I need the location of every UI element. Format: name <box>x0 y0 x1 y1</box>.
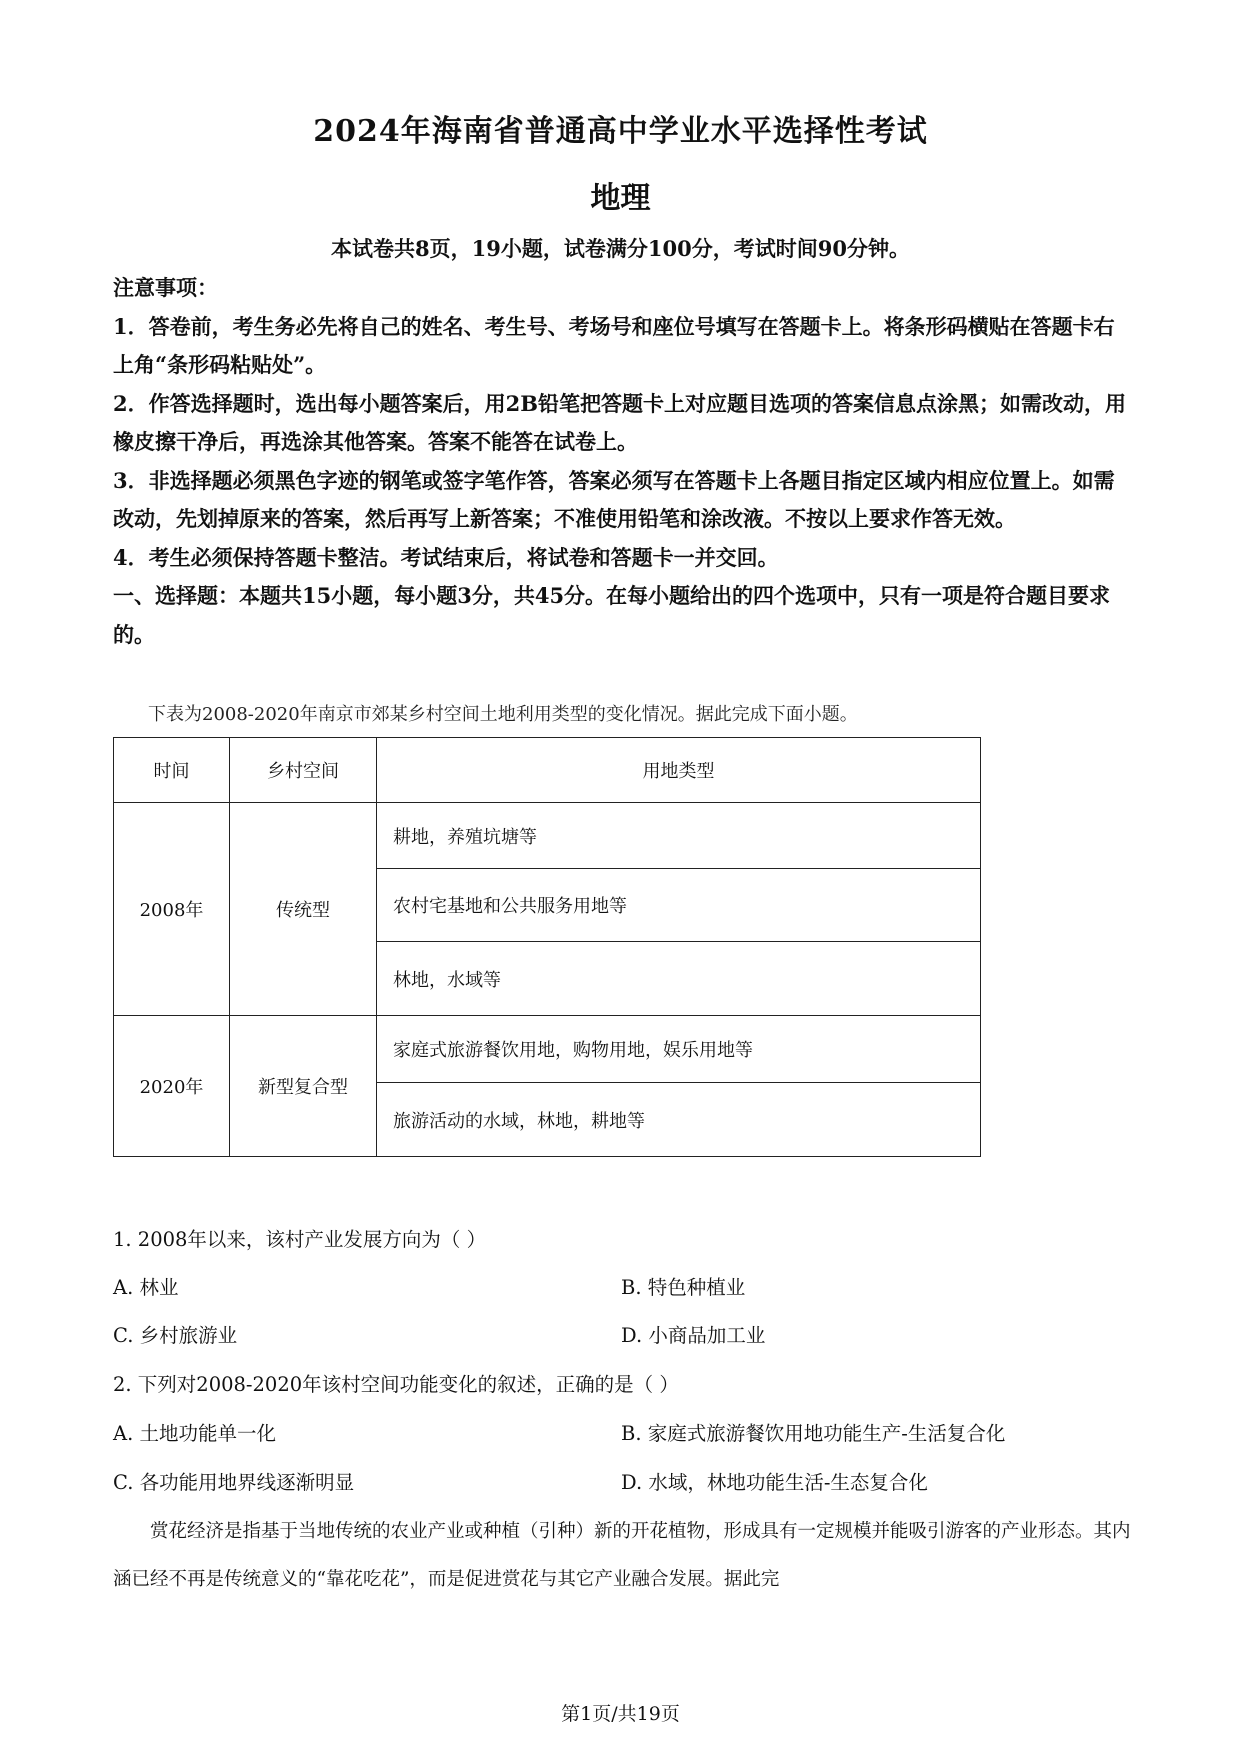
header-time: 时间 <box>114 738 230 803</box>
question-1-option-a: A. 林业 <box>113 1276 179 1299</box>
cell-type: 耕地，养殖坑塘等 <box>377 803 981 869</box>
notes-item: 3．非选择题必须黑色字迹的钢笔或签字笔作答，答案必须写在答题卡上各题目指定区域内相应位置上。如需改动，先划掉原来的答案，然后再写上新答案；不准使用铅笔和涂改液。不按以上要求作答无效。 <box>113 467 1115 531</box>
notes-block <box>113 269 1133 654</box>
table-header-row <box>114 738 981 803</box>
question-1-option-d: D. 小商品加工业 <box>621 1324 766 1347</box>
exam-title: 2024年海南省普通高中学业水平选择性考试 <box>313 114 928 149</box>
question-1-option-c: C. 乡村旅游业 <box>113 1324 238 1347</box>
question-1-stem: 1. 2008年以来，该村产业发展方向为（ ） <box>113 1228 487 1251</box>
header-type: 用地类型 <box>377 738 981 803</box>
question-1-option-b: B. 特色种植业 <box>621 1276 746 1299</box>
cell-time: 2020年 <box>114 1016 230 1157</box>
page-footer: 第1页/共19页 <box>561 1703 680 1725</box>
table-row <box>114 1016 981 1083</box>
question-2-stem: 2. 下列对2008-2020年该村空间功能变化的叙述，正确的是（ ） <box>113 1373 679 1396</box>
exam-info: 本试卷共8页，19小题，试卷满分100分，考试时间90分钟。 <box>331 236 910 261</box>
cell-type: 旅游活动的水域，林地，耕地等 <box>377 1083 981 1157</box>
cell-type: 林地，水域等 <box>377 942 981 1016</box>
question-2-option-c: C. 各功能用地界线逐渐明显 <box>113 1471 355 1494</box>
question-2-option-b: B. 家庭式旅游餐饮用地功能生产-生活复合化 <box>621 1422 1006 1445</box>
cell-type: 家庭式旅游餐饮用地，购物用地，娱乐用地等 <box>377 1016 981 1083</box>
question-2-option-d: D. 水域，林地功能生活-生态复合化 <box>621 1471 928 1494</box>
reading-paragraph: 赏花经济是指基于当地传统的农业产业或种植（引种）新的开花植物，形成具有一定规模并能吸引游客的产业形态。其内涵已经不再是传统意义的“靠花吃花”，而是促进赏花与其它产业融合发展。据此完 <box>113 1521 1131 1590</box>
land-use-table <box>113 737 981 1157</box>
notes-item: 2．作答选择题时，选出每小题答案后，用2B铅笔把答题卡上对应题目选项的答案信息点涂黑；如需改动，用橡皮擦干净后，再选涂其他答案。答案不能答在试卷上。 <box>113 390 1126 454</box>
cell-space: 新型复合型 <box>230 1016 377 1157</box>
table-intro: 下表为2008-2020年南京市郊某乡村空间土地利用类型的变化情况。据此完成下面小题。 <box>148 704 858 725</box>
exam-subject: 地理 <box>590 181 651 216</box>
cell-space: 传统型 <box>230 803 377 1016</box>
table-row <box>114 803 981 869</box>
cell-time: 2008年 <box>114 803 230 1016</box>
question-2-option-a: A. 土地功能单一化 <box>113 1422 276 1445</box>
section-heading: 一、选择题：本题共15小题，每小题3分，共45分。在每小题给出的四个选项中，只有一项是符合题目要求的。 <box>113 583 1111 647</box>
notes-item: 1．答卷前，考生务必先将自己的姓名、考生号、考场号和座位号填写在答题卡上。将条形码横贴在答题卡右上角“条形码粘贴处”。 <box>113 313 1115 377</box>
header-space: 乡村空间 <box>230 738 377 803</box>
notes-item: 4．考生必须保持答题卡整洁。考试结束后，将试卷和答题卡一并交回。 <box>113 544 779 570</box>
notes-heading: 注意事项： <box>113 275 218 300</box>
cell-type: 农村宅基地和公共服务用地等 <box>377 869 981 942</box>
